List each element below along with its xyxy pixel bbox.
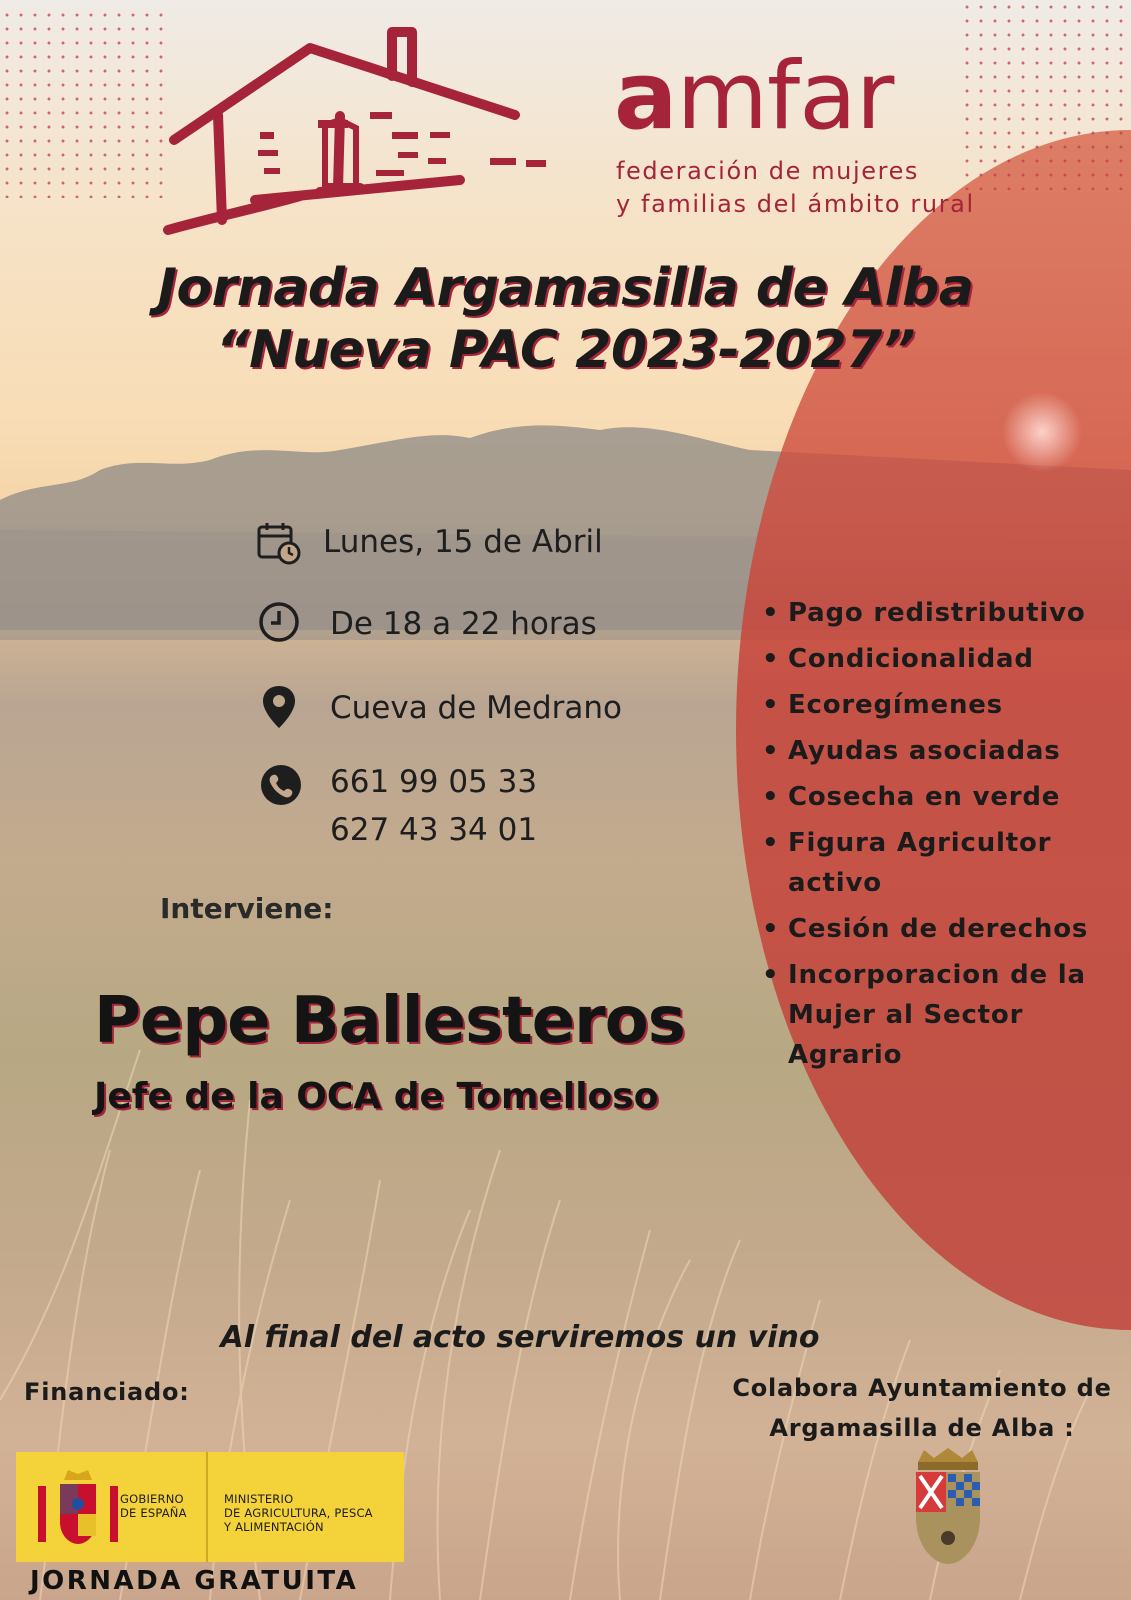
speaker-label: Interviene: <box>160 892 334 925</box>
event-title-line2: “Nueva PAC 2023-2027” <box>216 320 915 380</box>
dot-pattern-left <box>0 8 170 198</box>
event-date: Lunes, 15 de Abril <box>323 524 603 560</box>
dot-pattern-right <box>960 0 1130 190</box>
ministry-line3: Y ALIMENTACIÓN <box>224 1520 324 1534</box>
phone-number-2: 627 43 34 01 <box>330 812 538 848</box>
topic-item: • Ecoregímenes <box>762 685 1127 725</box>
topic-item: • Pago redistributivo <box>762 593 1127 633</box>
gov-line1: GOBIERNO <box>120 1492 184 1506</box>
clock-icon <box>257 600 303 646</box>
gov-line2: DE ESPAÑA <box>120 1506 187 1520</box>
house-logo-icon <box>160 20 560 245</box>
topic-item: • Cosecha en verde <box>762 777 1127 817</box>
topic-item: • Condicionalidad <box>762 639 1127 679</box>
calendar-icon <box>256 520 302 566</box>
banner-divider <box>206 1452 208 1562</box>
brand-name-rest: mfar <box>676 42 894 151</box>
funding-label: Financiado: <box>24 1378 190 1406</box>
topic-item: • Ayudas asociadas <box>762 731 1127 771</box>
topic-item: • Incorporacion de la Mujer al Sector Agrario <box>762 955 1127 1075</box>
free-event-label: JORNADA GRATUITA <box>30 1566 359 1596</box>
brand-name-bold: a <box>614 42 677 151</box>
event-title-line1: Jornada Argamasilla de Alba <box>157 258 974 318</box>
topic-item: • Cesión de derechos <box>762 909 1127 949</box>
brand-tagline-2: y familias del ámbito rural <box>616 190 975 218</box>
phone-number-1: 661 99 05 33 <box>330 764 538 800</box>
ministry-line1: MINISTERIO <box>224 1492 294 1506</box>
speaker-role: Jefe de la OCA de Tomelloso <box>94 1076 659 1117</box>
government-funding-banner <box>16 1452 404 1562</box>
event-time: De 18 a 22 horas <box>330 606 597 642</box>
ministry-line2: DE AGRICULTURA, PESCA <box>224 1506 373 1520</box>
speaker-name: Pepe Ballesteros <box>94 984 685 1058</box>
location-pin-icon <box>258 684 304 730</box>
topic-item: • Figura Agricultor activo <box>762 823 1127 903</box>
spain-coat-of-arms-icon <box>30 1464 126 1550</box>
event-place: Cueva de Medrano <box>330 690 623 726</box>
collab-line1: Colabora Ayuntamiento de <box>732 1374 1112 1402</box>
municipal-coat-of-arms-icon <box>908 1448 988 1568</box>
phone-icon <box>260 764 306 810</box>
brand-tagline-1: federación de mujeres <box>616 157 920 185</box>
topics-list <box>762 593 1127 1081</box>
brand-wordmark <box>614 42 894 151</box>
closing-note: Al final del acto serviremos un vino <box>220 1320 820 1355</box>
collab-line2: Argamasilla de Alba : <box>769 1414 1075 1442</box>
